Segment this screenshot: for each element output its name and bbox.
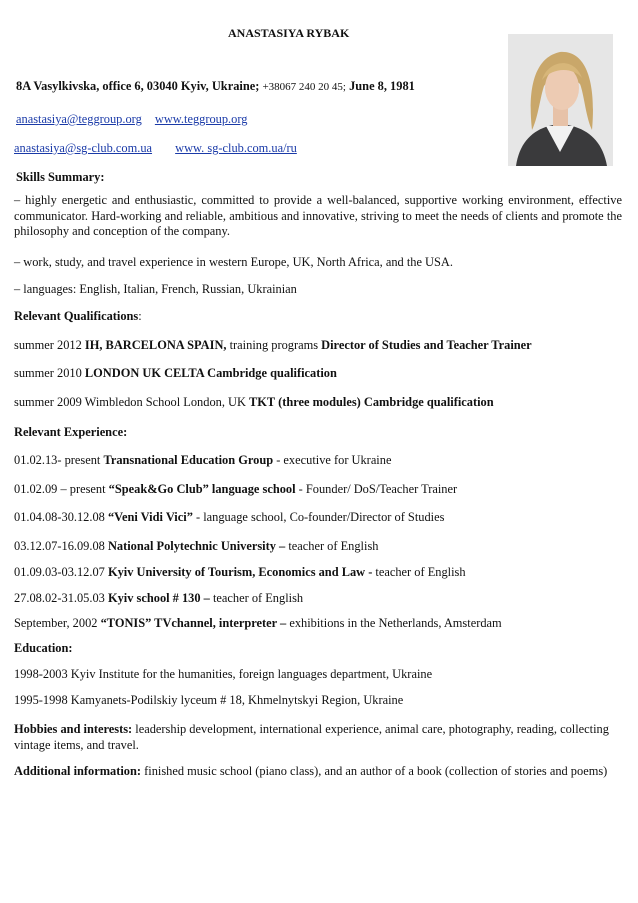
qualification-item-2 <box>14 366 337 381</box>
email-link-1[interactable]: anastasiya@teggroup.org <box>16 112 142 126</box>
qualifications-heading <box>14 309 142 324</box>
qualification-3-desc: summer 2009 Wimbledon School London, UK <box>14 395 250 409</box>
experience-item-3 <box>14 510 444 525</box>
experience-4-date: 03.12.07-16.09.08 <box>14 539 108 553</box>
qualification-3-title: TKT (three modules) Cambridge qualification <box>249 395 494 409</box>
contact-line <box>16 79 415 95</box>
experience-3-role: - language school, Co-founder/Director of Studies <box>192 510 445 524</box>
additional-paragraph <box>14 764 622 780</box>
website-link-1[interactable]: www.teggroup.org <box>154 112 248 126</box>
experience-1-date: 01.02.13- present <box>14 453 104 467</box>
hobbies-paragraph <box>14 722 622 753</box>
experience-1-org: Transnational Education Group <box>103 453 274 467</box>
qualification-2-title: LONDON UK CELTA Cambridge qualification <box>84 366 337 380</box>
experience-4-org: National Polytechnic University – <box>107 539 286 553</box>
profile-photo-image <box>508 34 613 166</box>
experience-item-6 <box>14 591 303 606</box>
experience-7-role: exhibitions in the Netherlands, Amsterdam <box>286 616 502 630</box>
additional-heading: Additional information: <box>14 764 142 778</box>
qualification-item-1 <box>14 338 532 353</box>
experience-item-4 <box>14 539 378 554</box>
contact-links-1 <box>16 112 247 127</box>
skills-heading: Skills Summary: <box>16 170 105 184</box>
education-item-1: 1998-2003 Kyiv Institute for the humanities, foreign languages department, Ukraine <box>14 667 433 681</box>
qualification-2-date: summer 2010 <box>14 366 85 380</box>
profile-photo <box>508 34 613 166</box>
experience-item-2 <box>14 482 457 497</box>
skills-paragraph-2: – work, study, and travel experience in western Europe, UK, North Africa, and the USA. <box>14 255 453 269</box>
experience-4-role: teacher of English <box>285 539 379 553</box>
experience-7-date: September, 2002 <box>14 616 101 630</box>
qualification-1-title: Director of Studies and Teacher Trainer <box>321 338 532 352</box>
birth-date: June 8, 1981 <box>349 79 415 93</box>
experience-2-date: 01.02.09 – present <box>14 482 109 496</box>
experience-item-1 <box>14 453 391 468</box>
experience-item-5 <box>14 565 466 580</box>
experience-5-date: 01.09.03-03.12.07 <box>14 565 108 579</box>
website-link-2[interactable]: www. sg-club.com.ua/ru <box>175 141 297 155</box>
hobbies-heading: Hobbies and interests: <box>14 722 133 736</box>
experience-7-org: “TONIS” TVchannel, interpreter – <box>100 616 287 630</box>
education-heading: Education: <box>14 641 73 655</box>
qualification-1-date: summer 2012 <box>14 338 85 352</box>
skills-paragraph-1: – highly energetic and enthusiastic, committed to provide a well-balanced, supportive working environment, effective communicator. Hard-working and reliable, ambitious and innovative, striving to meet the needs of clients and promote the philosophy and conception of the company. <box>14 193 622 238</box>
candidate-name: ANASTASIYA RYBAK <box>228 26 350 40</box>
experience-heading: Relevant Experience: <box>14 425 128 439</box>
experience-3-date: 01.04.08-30.12.08 <box>14 510 108 524</box>
experience-2-role: - Founder/ DoS/Teacher Trainer <box>295 482 458 496</box>
education-item-2: 1995-1998 Kamyanets-Podilskiy lyceum # 18, Khmelnytskyi Region, Ukraine <box>14 693 404 707</box>
qualification-item-3 <box>14 395 494 410</box>
experience-2-org: “Speak&Go Club” language school <box>108 482 296 496</box>
qualification-1-place: IH, BARCELONA SPAIN, <box>84 338 227 352</box>
experience-6-date: 27.08.02-31.05.03 <box>14 591 108 605</box>
hobbies-text: leadership development, international experience, animal care, photography, reading, collecting vintage items, and travel. <box>14 722 609 752</box>
experience-3-org: “Veni Vidi Vici” <box>107 510 193 524</box>
email-link-2[interactable]: anastasiya@sg-club.com.ua <box>14 141 153 155</box>
additional-text: finished music school (piano class), and an author of a book (collection of stories and poems) <box>141 764 608 778</box>
contact-links-2 <box>14 141 297 156</box>
qualifications-heading-colon: : <box>138 309 142 323</box>
experience-6-org: Kyiv school # 130 – <box>107 591 210 605</box>
experience-5-role: teacher of English <box>372 565 466 579</box>
experience-item-7 <box>14 616 502 631</box>
qualification-1-desc: training programs <box>226 338 322 352</box>
qualifications-heading-text: Relevant Qualifications <box>14 309 139 323</box>
address: 8A Vasylkivska, office 6, 03040 Kyiv, Ukraine; <box>16 79 260 93</box>
experience-1-role: - executive for Ukraine <box>273 453 392 467</box>
phone: +38067 240 20 45; <box>262 81 346 93</box>
skills-paragraph-3: – languages: English, Italian, French, Russian, Ukrainian <box>14 282 297 296</box>
experience-6-role: teacher of English <box>209 591 304 605</box>
experience-5-org: Kyiv University of Tourism, Economics and Law - <box>107 565 373 579</box>
